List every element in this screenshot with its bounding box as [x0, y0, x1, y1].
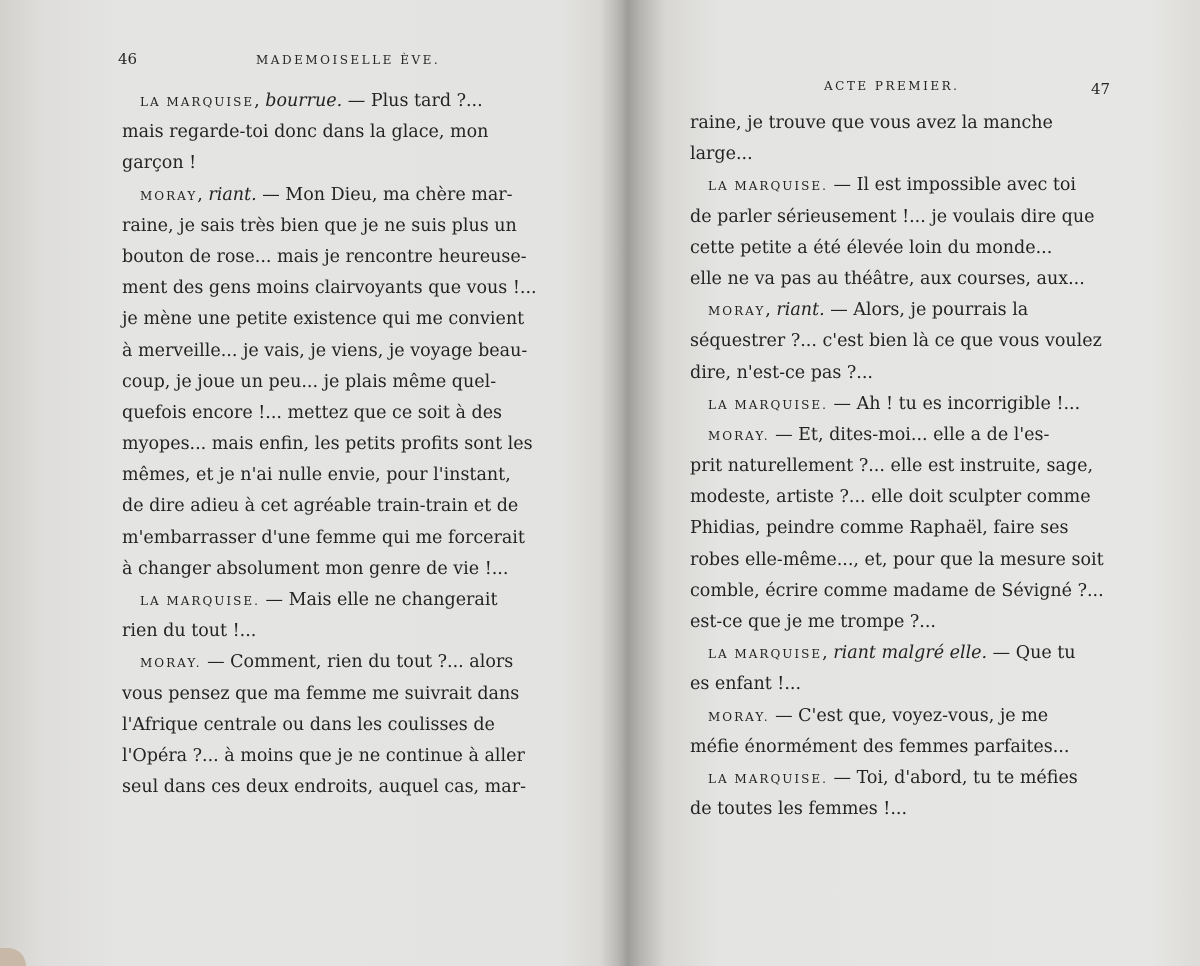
text-line [122, 616, 574, 647]
text-span: — Mais elle ne changerait [259, 590, 498, 610]
text-line [690, 108, 1150, 139]
text-line [690, 607, 1150, 638]
text-line [122, 710, 574, 741]
text-span: — Ah ! tu es incorrigible !... [827, 393, 1081, 414]
text-line [690, 326, 1150, 357]
text-line [122, 398, 574, 429]
text-span: — C'est que, voyez-vous, je me [769, 705, 1049, 726]
speaker-name: MORAY [140, 188, 198, 203]
text-line [690, 420, 1150, 451]
text-line [122, 679, 574, 710]
text-line [690, 701, 1150, 732]
text-span: , [254, 91, 266, 111]
speaker-name: LA MARQUISE. [140, 594, 260, 608]
text-span: Phidias, peindre comme Raphaël, faire ses [690, 518, 1069, 539]
text-span: large... [690, 144, 753, 165]
text-span: de toutes les femmes !... [690, 799, 908, 820]
text-line [690, 202, 1150, 233]
text-span: modeste, artiste ?... elle doit sculpter comme [690, 487, 1091, 508]
text-span: , [197, 184, 209, 205]
page-text [122, 86, 574, 803]
text-span: , [765, 300, 777, 321]
text-line [122, 647, 574, 678]
text-line [690, 233, 1150, 264]
text-span: elle ne va pas au théâtre, aux courses, aux... [690, 268, 1085, 289]
speaker-name: MORAY. [140, 656, 202, 671]
text-span: — Toi, d'abord, tu te méfies [827, 767, 1078, 788]
running-head: MADEMOISELLE ÈVE. [256, 53, 441, 67]
text-span: raine, je sais très bien que je ne suis plus un [122, 215, 517, 236]
stage-direction: riant. [776, 300, 825, 321]
stage-direction: riant malgré elle. [833, 643, 988, 664]
speaker-name: MORAY. [708, 709, 770, 724]
text-span: raine, je trouve que vous avez la manche [690, 113, 1053, 133]
text-line [122, 491, 574, 522]
text-line [122, 367, 574, 398]
text-span: robes elle-même..., et, pour que la mesure soit [690, 549, 1104, 570]
text-span: rien du tout !... [122, 621, 257, 642]
text-line [690, 389, 1150, 420]
stage-direction: riant. [208, 184, 257, 205]
text-line [690, 295, 1150, 326]
text-span: — Alors, je pourrais la [824, 300, 1029, 321]
text-line [690, 513, 1150, 544]
page-number: 46 [118, 50, 138, 68]
text-span: — Que tu [987, 643, 1076, 664]
text-line [122, 180, 574, 211]
speaker-name: LA MARQUISE. [708, 397, 828, 412]
text-line [690, 170, 1150, 201]
text-span: coup, je joue un peu... je plais même quel- [122, 371, 497, 392]
text-span: vous pensez que ma femme me suivrait dans [122, 683, 520, 704]
running-head: ACTE PREMIER. [824, 79, 960, 93]
text-span: — Et, dites-moi... elle a de l'es- [769, 424, 1050, 445]
speaker-name: LA MARQUISE. [708, 179, 828, 194]
text-span: je mène une petite existence qui me convient [122, 309, 525, 330]
text-line [122, 336, 574, 367]
text-span: est-ce que je me trompe ?... [690, 612, 936, 632]
text-line [122, 242, 574, 273]
text-span: myopes... mais enfin, les petits profits sont les [122, 434, 533, 455]
text-line [690, 638, 1150, 669]
text-span: cette petite a été élevée loin du monde... [690, 237, 1053, 258]
text-span: , [822, 643, 834, 664]
text-line [122, 148, 574, 179]
text-line [690, 482, 1150, 513]
text-line [690, 451, 1150, 482]
text-span: garçon ! [122, 153, 197, 174]
text-span: de parler sérieusement !... je voulais dire que [690, 206, 1095, 227]
text-span: à merveille... je vais, je viens, je voyage beau- [122, 340, 528, 361]
text-line [690, 545, 1150, 576]
text-line [690, 576, 1150, 607]
text-line [122, 554, 574, 585]
text-span: mais regarde-toi donc dans la glace, mon [122, 122, 489, 143]
text-line [122, 86, 574, 117]
text-line [690, 139, 1150, 170]
text-line [122, 117, 574, 148]
text-span: de dire adieu à cet agréable train-train et de [122, 496, 519, 517]
text-span: — Mon Dieu, ma chère mar- [256, 184, 513, 205]
text-line [690, 669, 1150, 700]
text-span: seul dans ces deux endroits, auquel cas, mar- [122, 777, 526, 798]
text-span: — Plus tard ?... [342, 91, 483, 111]
text-span: à changer absolument mon genre de vie !... [122, 558, 509, 579]
text-line [690, 358, 1150, 389]
speaker-name: LA MARQUISE. [708, 771, 828, 786]
text-line [122, 585, 574, 616]
text-span: quefois encore !... mettez que ce soit à des [122, 402, 503, 423]
text-span: l'Opéra ?... à moins que je ne continue à aller [122, 745, 525, 766]
page-text [690, 108, 1150, 825]
text-span: l'Afrique centrale ou dans les coulisses de [122, 714, 495, 735]
text-span: séquestrer ?... c'est bien là ce que vous voulez [690, 331, 1102, 352]
text-span: dire, n'est-ce pas ?... [690, 362, 873, 383]
text-span: m'embarrasser d'une femme qui me forcerait [122, 527, 525, 548]
speaker-name: MORAY [708, 304, 766, 319]
speaker-name: MORAY. [708, 428, 770, 443]
text-span: comble, écrire comme madame de Sévigné ?... [690, 580, 1104, 601]
text-span: bouton de rose... mais je rencontre heureuse- [122, 246, 527, 267]
page-number: 47 [1091, 80, 1111, 98]
text-line [122, 523, 574, 554]
text-line [690, 732, 1150, 763]
speaker-name: LA MARQUISE [708, 647, 823, 662]
text-span: méfie énormément des femmes parfaites... [690, 736, 1070, 757]
text-line [122, 741, 574, 772]
text-line [122, 429, 574, 460]
text-line [690, 794, 1150, 825]
text-line [122, 460, 574, 491]
text-line [122, 273, 574, 304]
text-span: ment des gens moins clairvoyants que vous !... [122, 278, 537, 299]
stage-direction: bourrue. [265, 91, 343, 111]
text-span: es enfant !... [690, 674, 802, 695]
text-span: prit naturellement ?... elle est instruite, sage, [690, 456, 1094, 477]
text-span: — Il est impossible avec toi [827, 175, 1076, 196]
text-line [122, 304, 574, 335]
text-line [690, 763, 1150, 794]
text-line [690, 264, 1150, 295]
text-span: — Comment, rien du tout ?... alors [201, 652, 514, 673]
text-span: mêmes, et je n'ai nulle envie, pour l'instant, [122, 465, 511, 486]
speaker-name: LA MARQUISE [140, 95, 255, 109]
text-line [122, 211, 574, 242]
right-page [628, 0, 1200, 966]
text-line [122, 772, 574, 803]
